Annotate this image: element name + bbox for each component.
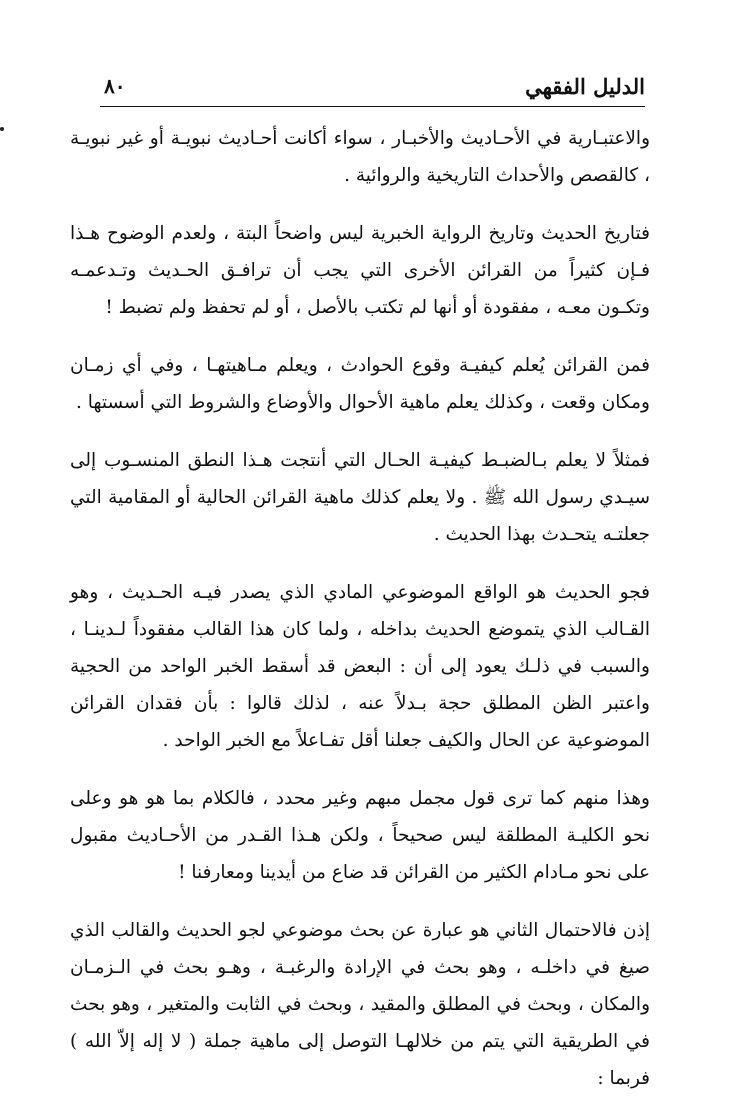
page-header [100, 72, 645, 107]
paragraph-2: فتاريخ الحديث وتاريخ الرواية الخبرية ليس واضحاً البتة ، ولعدم الوضوح هـذا فـإن كثيراً من القرائن الأخرى التي يجب أن ترافـق الحـديث وتـدعمـه وتكـون معـه ، مفقودة أو أنها لم تكتب بالأصل ، أو لم تحفظ ولم تضبط ! [70, 223, 650, 318]
paragraph-4: فمثلاً لا يعلم بـالضبـط كيفيـة الحـال التي أنتجت هـذا النطق المنسـوب إلى سيـدي رسول الله ﷺ . ولا يعلم كذلك ماهية القرائن الحالية أو المقامية التي جعلتـه يتحـدث بهذا الحديث . [70, 450, 650, 545]
page-number: ٨٠ [104, 74, 126, 98]
paragraph-7: إذن فالاحتمال الثاني هو عبارة عن بحث موضوعي لجو الحديث والقالب الذي صيغ في داخلـه ، وهو بحث في الإرادة والرغبـة ، وهـو بحث في الـزمـان والمكان ، وبحث في المطلق والمقيد ، وبحث في الثابت والمتغير ، وهو بحث في الطريقية التي يتم من خلالهـا التوصل إلى ماهية جملة ( لا إله إلاّ الله ) فربما : [70, 920, 650, 1089]
running-title: الدليل الفقهي [525, 74, 645, 99]
margin-mark [0, 127, 4, 131]
body-text [70, 120, 650, 1118]
paragraph-5: فجو الحديث هو الواقع الموضوعي المادي الذي يصدر فيـه الحـديث ، وهو القـالب الذي يتموضع الحديث بداخله ، ولما كان هذا القالب مفقوداً لـدينـا ، والسبب في ذلـك يعود إلى أن : البعض قد أسقط الخبر الواحد من الحجية واعتبر الظن المطلق حجة بـدلاً عنه ، لذلك قالوا : بأن فقدان القرائن الموضوعية عن الحال والكيف جعلنا أقل تفـاعلاً مع الخبر الواحد . [70, 582, 650, 751]
paragraph-3: فمن القرائن يُعلم كيفيـة وقوع الحوادث ، ويعلم مـاهيتهـا ، وفي أي زمـان ومكان وقعت ، وكذلك يعلم ماهية الأحوال والأوضاع والشروط التي أسستها . [70, 355, 650, 413]
paragraph-6: وهذا منهم كما ترى قول مجمل مبهم وغير محدد ، فالكلام بما هو هو وعلى نحو الكليـة المطلقة ليس صحيحاً ، ولكن هـذا القـدر من الأحـاديث مقبول على نحو مـادام الكثير من القرائن قد ضاع من أيدينا ومعارفنا ! [70, 788, 650, 883]
paragraph-1: والاعتبـارية في الأحـاديث والأخبـار ، سواء أكانت أحـاديث نبويـة أو غير نبويـة ، كالقصص والأحداث التاريخية والروائية . [70, 128, 650, 186]
